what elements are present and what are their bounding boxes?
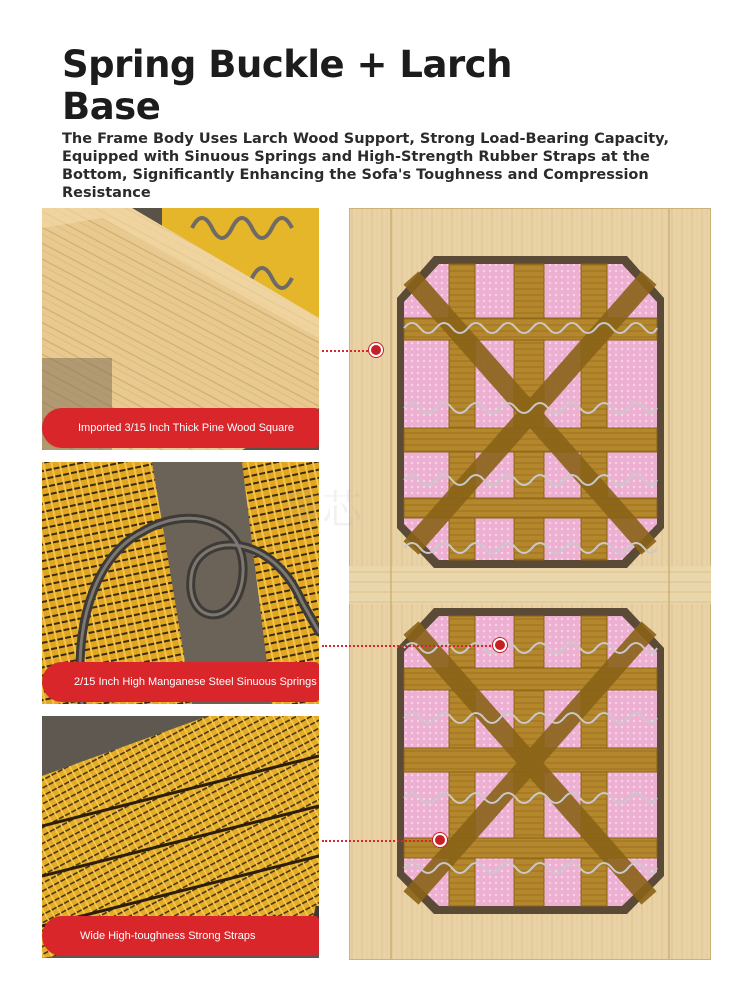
leader-line-wood <box>322 350 372 352</box>
page-subtitle: The Frame Body Uses Larch Wood Support, Strong Load-Bearing Capacity, Equipped with Sinuous Springs and High-Strength Rubber Straps at the Bottom, Significantly Enhancing the Sofa's Toughness and Compression Resistance <box>62 131 669 201</box>
sofa-base-frame <box>349 208 711 960</box>
callout-dot-wood <box>369 343 383 357</box>
detail-label-straps: Wide High-toughness Strong Straps <box>42 916 319 956</box>
watermark-text: 琦芯 <box>282 487 362 533</box>
callout-dot-springs <box>493 638 507 652</box>
page-title: Spring Buckle + Larch Base <box>62 43 512 128</box>
leader-line-straps <box>322 840 434 842</box>
leader-line-springs <box>322 645 494 647</box>
detail-label-wood: Imported 3/15 Inch Thick Pine Wood Square <box>42 408 319 448</box>
detail-label-springs: 2/15 Inch High Manganese Steel Sinuous Springs <box>42 662 319 702</box>
callout-dot-straps <box>433 833 447 847</box>
